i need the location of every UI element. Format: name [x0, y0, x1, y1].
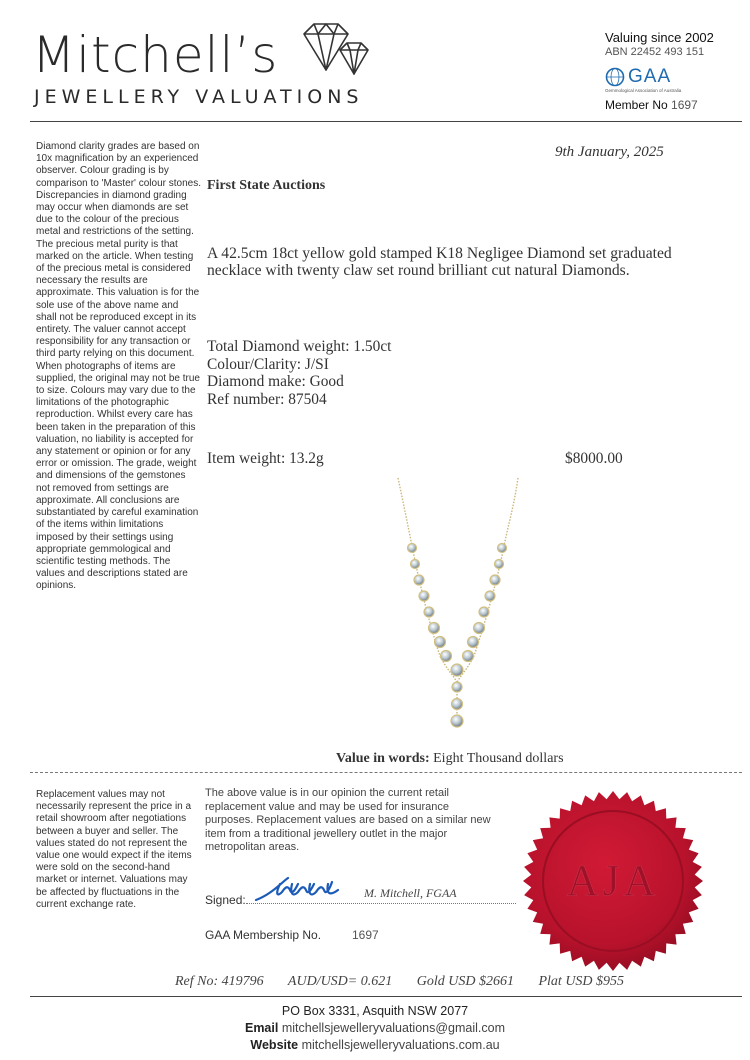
- gaa-logo-text: GAA: [628, 66, 672, 87]
- ref-number: Ref number: 87504: [207, 390, 327, 408]
- item-weight: Item weight: 13.2g: [207, 450, 324, 467]
- gold-price: Gold USD $2661: [416, 974, 514, 989]
- seal-emblem-text: AJA: [566, 856, 660, 905]
- website-row: [0, 1037, 750, 1054]
- section-divider: [30, 772, 742, 773]
- diamond-logo-icon: [298, 20, 378, 84]
- email-label: Email: [244, 1021, 279, 1035]
- aud-usd-rate: AUD/USD= 0.621: [287, 974, 393, 989]
- total-diamond-weight: Total Diamond weight: 1.50ct: [207, 338, 392, 355]
- gaa-globe-icon: [605, 67, 625, 87]
- replacement-value-note: The above value is in our opinion the current retail replacement value and may be used for insurance purposes. Replacement values are based on a similar new item from a traditional jewellery outlet in the major metropolitan areas.: [205, 787, 491, 853]
- valuation-date: 9th January, 2025: [555, 144, 664, 160]
- member-number: [605, 98, 698, 112]
- diamond-make: Diamond make: Good: [207, 373, 344, 390]
- diamond-details: [207, 338, 391, 408]
- website-link[interactable]: mitchellsjewelleryvaluations.com.au: [301, 1038, 500, 1052]
- member-label: Member No: [605, 98, 668, 112]
- header-divider: [30, 121, 742, 122]
- colour-clarity: Colour/Clarity: J/SI: [207, 355, 329, 373]
- signer-name: M. Mitchell, FGAA: [364, 886, 457, 900]
- gaa-membership-value: 1697: [352, 928, 379, 942]
- platinum-price: Plat USD $955: [538, 974, 625, 989]
- client-name: First State Auctions: [207, 178, 326, 193]
- wax-seal: [520, 788, 706, 974]
- brand-title: Mitchell’s: [32, 26, 279, 84]
- header-info: [605, 30, 714, 60]
- ref-no: Ref No: 419796: [175, 974, 264, 989]
- email-link[interactable]: mitchellsjewelleryvaluations@gmail.com: [281, 1021, 506, 1035]
- postal-address: PO Box 3331, Asquith NSW 2077: [281, 1004, 469, 1018]
- replacement-disclaimer: Replacement values may not necessarily represent the price in a retail showroom after negotiations between a buyer and seller. The values stated do not represent the value one would expect if the items were sold on the second-hand market or internet. Valuations may be affected by fluctuations in the current exchange rate.: [36, 789, 192, 910]
- disclaimer-text: Diamond clarity grades are based on 10x magnification by an experienced observer. Colour grading is by comparison to 'Master' colour stones. Discrepancies in diamond grading may occur when diamonds are set due to the colour of the precious metal and restrictions of the setting. The precious metal purity is that marked on the article. When testing of the precious metal is considered necessary the results are approximate. This valuation is for the sole use of the above name and shall not be reproduced except in its entirety. The valuer cannot accept responsibility for any transaction or third party relying on this document. When photographs of items are supplied, the original may not be true to size. Colours may vary due to the limitations of the photographic reproduction. Whilst every care has been taken in the preparation of this valuation, no liability is accepted for any statement or opinion or for any error or omission. The grade, weight and dimensions of the gemstones not removed from settings are approximate. All conclusions are substantiated by careful examination of the items within limitations imposed by their settings using appropriate gemmological and scientific testing methods. The values and descriptions stated are opinions.: [36, 141, 201, 592]
- member-value: 1697: [671, 98, 698, 112]
- signed-label: Signed:: [205, 893, 246, 907]
- value-in-words: [336, 751, 564, 767]
- rates-row: [175, 974, 624, 990]
- value-words-text: Eight Thousand dollars: [433, 751, 564, 766]
- valuing-since: Valuing since 2002: [605, 30, 714, 45]
- email-row: [0, 1020, 750, 1037]
- rates-divider: [30, 996, 742, 997]
- value-words-label: Value in words:: [336, 751, 430, 766]
- gaa-logo: [605, 66, 671, 88]
- footer: [0, 1003, 750, 1054]
- necklace-photo: [380, 476, 530, 738]
- item-description: A 42.5cm 18ct yellow gold stamped K18 Negligee Diamond set graduated necklace with twenty claw set round brilliant cut natural Diamonds.: [207, 245, 672, 279]
- website-label: Website: [250, 1038, 299, 1052]
- abn: ABN 22452 493 151: [605, 46, 705, 58]
- valuation-price: $8000.00: [565, 450, 623, 467]
- brand-subtitle: JEWELLERY VALUATIONS: [34, 86, 364, 108]
- gaa-caption: Gemmological Association of Australia: [605, 88, 682, 93]
- gaa-membership-label: GAA Membership No.: [205, 928, 322, 942]
- signature-mark: [252, 872, 352, 904]
